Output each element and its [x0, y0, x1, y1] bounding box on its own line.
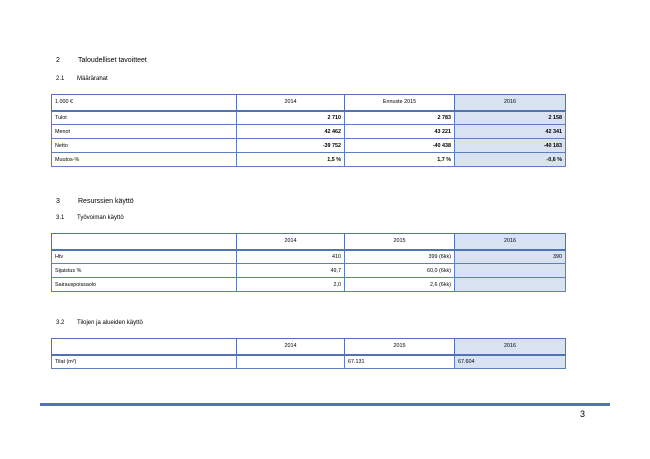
section-number: 2 — [56, 57, 60, 64]
section-heading-2-1 — [56, 76, 108, 82]
header-cell: 2016 — [455, 95, 566, 111]
section-number: 2.1 — [56, 76, 65, 82]
section-heading-3-1 — [56, 215, 124, 221]
row-label: Menot — [52, 125, 237, 139]
table-cell: 49,7 — [237, 264, 345, 278]
table-cell: 2 158 — [455, 111, 566, 125]
table-cell: 42 462 — [237, 125, 345, 139]
table-cell: 410 — [237, 250, 345, 264]
footer-rule — [40, 403, 610, 406]
header-cell: 2016 — [455, 339, 566, 355]
row-label: Tilat (m²) — [52, 355, 237, 369]
row-label: Sairauspoissaolo — [52, 278, 237, 292]
table-header-row — [52, 339, 566, 355]
table-cell: -0,6 % — [455, 153, 566, 167]
table-cell: 43 221 — [345, 125, 455, 139]
section-title: Taloudelliset tavoitteet — [78, 57, 147, 64]
workforce-table — [51, 233, 566, 292]
header-cell: 2016 — [455, 234, 566, 250]
row-label: Tulot — [52, 111, 237, 125]
row-label: Muutos-% — [52, 153, 237, 167]
header-cell: Ennuste 2015 — [345, 95, 455, 111]
header-cell — [52, 234, 237, 250]
table-cell: 2 710 — [237, 111, 345, 125]
table-row — [52, 139, 566, 153]
table-cell — [455, 278, 566, 292]
table-row — [52, 278, 566, 292]
table-cell: 60,0 (6kk) — [345, 264, 455, 278]
header-cell: 2015 — [345, 234, 455, 250]
section-number: 3.1 — [56, 215, 65, 221]
table-header-row — [52, 234, 566, 250]
table-cell: 67.604 — [455, 355, 566, 369]
table-row — [52, 250, 566, 264]
table-cell: -40 183 — [455, 139, 566, 153]
table-cell: 2,0 — [237, 278, 345, 292]
table-cell: 42 341 — [455, 125, 566, 139]
section-number: 3 — [56, 198, 60, 205]
table-row — [52, 355, 566, 369]
row-label: Sijaistus % — [52, 264, 237, 278]
section-heading-3-2 — [56, 320, 143, 326]
page-number: 3 — [580, 409, 586, 419]
table-cell: 67.131 — [345, 355, 455, 369]
section-title: Määrärahat — [77, 76, 108, 82]
row-label: Htv — [52, 250, 237, 264]
header-cell: 2014 — [237, 95, 345, 111]
table-cell: 1,5 % — [237, 153, 345, 167]
table-cell — [237, 355, 345, 369]
budget-table — [51, 94, 566, 167]
table-cell: 399 (6kk) — [345, 250, 455, 264]
table-cell: -39 752 — [237, 139, 345, 153]
table-cell: 2,6 (6kk) — [345, 278, 455, 292]
table-cell: 1,7 % — [345, 153, 455, 167]
header-cell: 2014 — [237, 234, 345, 250]
section-title: Työvoiman käyttö — [77, 215, 124, 221]
table-row — [52, 111, 566, 125]
section-number: 3.2 — [56, 320, 65, 326]
section-title: Tilojen ja alueiden käyttö — [77, 320, 143, 326]
table-row — [52, 125, 566, 139]
table-row — [52, 153, 566, 167]
section-heading-3 — [56, 198, 134, 205]
row-label: Netto — [52, 139, 237, 153]
section-title: Resurssien käyttö — [78, 198, 134, 205]
table-cell — [455, 264, 566, 278]
header-cell — [52, 339, 237, 355]
table-cell: 390 — [455, 250, 566, 264]
premises-table — [51, 338, 566, 369]
header-cell: 2014 — [237, 339, 345, 355]
table-row — [52, 264, 566, 278]
section-heading-2 — [56, 57, 147, 64]
header-cell: 1.000 € — [52, 95, 237, 111]
table-header-row — [52, 95, 566, 111]
table-cell: -40 438 — [345, 139, 455, 153]
table-cell: 2 783 — [345, 111, 455, 125]
header-cell: 2015 — [345, 339, 455, 355]
